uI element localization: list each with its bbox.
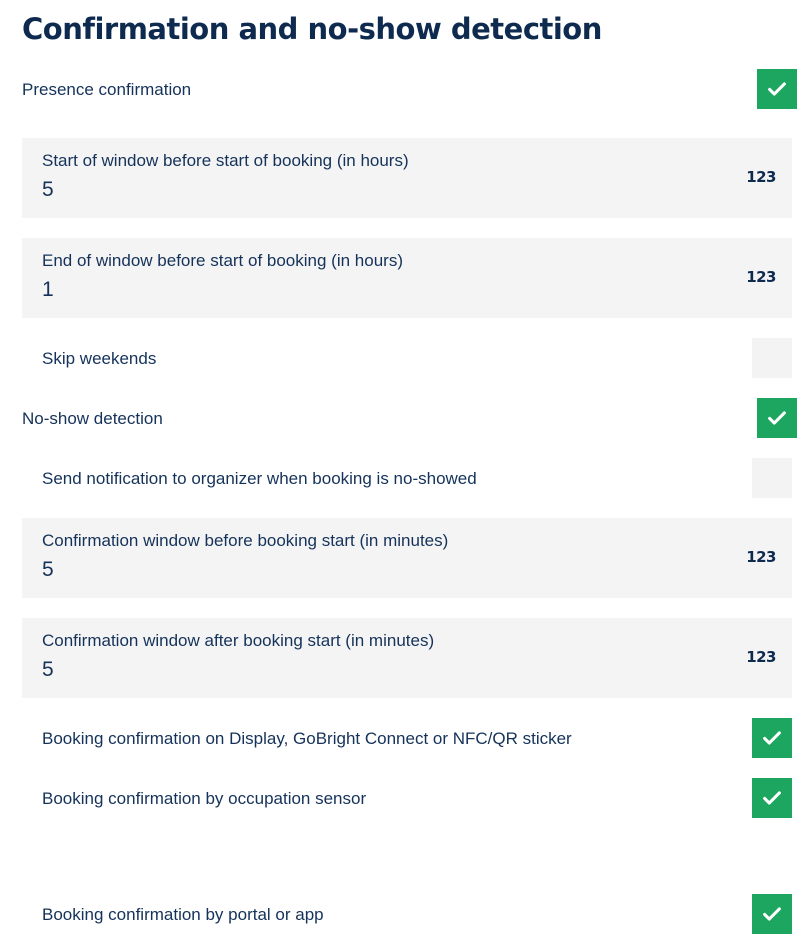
field-label: Start of window before start of booking (in hours) xyxy=(42,151,409,170)
numeric-icon: 123 xyxy=(746,268,776,286)
confirm-portal-label: Booking confirmation by portal or app xyxy=(42,905,324,924)
field-value[interactable]: 5 xyxy=(42,558,54,581)
checkmark-icon xyxy=(766,407,788,429)
confirm-portal-checkbox[interactable] xyxy=(752,894,792,934)
no-show-detection-label: No-show detection xyxy=(22,409,163,428)
end-window-hours-field[interactable] xyxy=(22,238,792,318)
field-label: Confirmation window before booking start (in minutes) xyxy=(42,531,449,550)
field-label: Confirmation window after booking start (in minutes) xyxy=(42,631,435,650)
send-notification-checkbox[interactable] xyxy=(752,458,792,498)
presence-confirmation-checkbox[interactable] xyxy=(757,69,797,109)
confirm-window-before-minutes-field[interactable] xyxy=(22,518,792,598)
field-value[interactable]: 1 xyxy=(42,278,54,301)
numeric-icon: 123 xyxy=(746,548,776,566)
page-title: Confirmation and no-show detection xyxy=(22,12,602,46)
skip-weekends-checkbox[interactable] xyxy=(752,338,792,378)
skip-weekends-label: Skip weekends xyxy=(42,349,157,368)
start-window-hours-field[interactable] xyxy=(22,138,792,218)
confirm-sensor-label: Booking confirmation by occupation sensor xyxy=(42,789,367,808)
checkmark-icon xyxy=(761,903,783,925)
confirm-window-after-minutes-field[interactable] xyxy=(22,618,792,698)
checkmark-icon xyxy=(761,727,783,749)
confirm-display-checkbox[interactable] xyxy=(752,718,792,758)
confirm-display-label: Booking confirmation on Display, GoBright Connect or NFC/QR sticker xyxy=(42,729,572,748)
numeric-icon: 123 xyxy=(746,648,776,666)
field-value[interactable]: 5 xyxy=(42,658,54,681)
checkmark-icon xyxy=(761,787,783,809)
checkmark-icon xyxy=(766,78,788,100)
field-value[interactable]: 5 xyxy=(42,178,54,201)
no-show-detection-checkbox[interactable] xyxy=(757,398,797,438)
presence-confirmation-label: Presence confirmation xyxy=(22,80,192,99)
confirm-sensor-checkbox[interactable] xyxy=(752,778,792,818)
numeric-icon: 123 xyxy=(746,168,776,186)
field-label: End of window before start of booking (in hours) xyxy=(42,251,403,270)
send-notification-label: Send notification to organizer when booking is no-showed xyxy=(42,469,477,488)
